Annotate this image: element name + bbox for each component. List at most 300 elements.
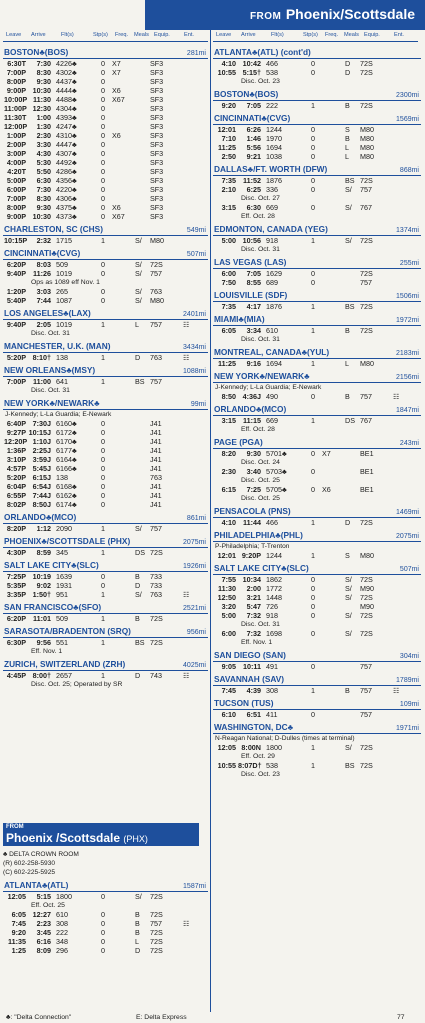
arrive-time: 7:32 (246, 629, 261, 638)
flight-number: 610 (266, 326, 278, 335)
arrive-time: 7:30J (32, 419, 51, 428)
meals: BS (135, 377, 145, 386)
stops: 0 (101, 59, 105, 68)
leave-time: 2:10 (221, 185, 236, 194)
arrive-time: 9:02 (36, 581, 51, 590)
city-name: NEW YORK♣/NEWARK♣ (4, 398, 100, 408)
meals: D (135, 353, 141, 362)
city-miles: 1088mi (183, 368, 206, 375)
equipment: J41 (150, 464, 162, 473)
stops: 0 (101, 287, 105, 296)
meals: S/ (345, 203, 352, 212)
leave-time: 8:20 (221, 449, 236, 458)
city-header (213, 257, 421, 269)
stops: 0 (101, 149, 105, 158)
flight-row (3, 377, 208, 386)
crown-room-title (3, 850, 199, 859)
leave-time: 11:30T (4, 113, 27, 122)
flight-row (3, 86, 208, 95)
stops: 0 (101, 581, 105, 590)
meals: BS (345, 176, 355, 185)
leave-time: 12:05 (7, 892, 26, 901)
stops: 1 (311, 686, 315, 695)
flight-number: 1019 (56, 320, 72, 329)
arrive-time: 11:30 (33, 95, 51, 104)
flight-number: 2657 (56, 671, 72, 680)
flight-number: 1244 (266, 125, 282, 134)
airport-legend: P-Philadelphia; T-Trenton (215, 543, 290, 550)
flight-row (3, 524, 208, 533)
stops: 0 (101, 419, 105, 428)
city-header (3, 659, 208, 671)
leave-time: 12:05 (217, 743, 236, 752)
flight-number: 4447♣ (56, 140, 77, 149)
airport-legend: J-Kennedy; L-La Guardia; E-Newark (215, 384, 322, 391)
stops: 0 (101, 428, 105, 437)
equipment: M80 (150, 236, 164, 245)
meals: S (345, 551, 350, 560)
meals: S (345, 125, 350, 134)
city-name: NEW YORK♣/NEWARK♣ (214, 371, 310, 381)
leave-time: 9:27P (6, 428, 26, 437)
stops: 0 (311, 59, 315, 68)
meals: L (345, 359, 349, 368)
stops: 0 (101, 892, 105, 901)
meals: S/ (345, 629, 352, 638)
equipment: 72S (360, 101, 373, 110)
arrive-time: 9:30 (246, 449, 261, 458)
equipment: 72S (150, 937, 163, 946)
flight-row (3, 590, 208, 599)
arrive-time: 7:25 (246, 485, 261, 494)
stops: 0 (311, 602, 315, 611)
flight-number: 4306♣ (56, 194, 77, 203)
leave-time: 10:15P (4, 236, 28, 245)
flight-row (3, 910, 208, 919)
flight-row (213, 134, 421, 143)
equipment: 767 (360, 203, 372, 212)
stops: 1 (101, 671, 105, 680)
arrive-time: 8:07D† (238, 761, 262, 770)
equipment: SF3 (150, 158, 164, 167)
flight-number: 4492♣ (56, 158, 77, 167)
arrive-time: 7:05 (246, 269, 261, 278)
flight-row (213, 101, 421, 110)
flight-row (3, 185, 208, 194)
leave-time: 7:45 (221, 686, 236, 695)
flight-row (213, 236, 421, 245)
flight-number: 491 (266, 662, 278, 671)
city-name: BOSTON♣(BOS) (4, 47, 69, 57)
stops: 0 (101, 122, 105, 131)
leave-time: 2:00P (6, 140, 26, 149)
schedule-note: Disc. Oct. 25 (241, 495, 280, 502)
col-meals: Meals (134, 32, 149, 38)
flight-number: 466 (266, 59, 278, 68)
meals: BS (345, 761, 355, 770)
frequency: X67 (112, 95, 125, 104)
city-miles: 2401mi (183, 311, 206, 318)
flight-number: 1862 (266, 575, 282, 584)
flight-row (213, 449, 421, 458)
flight-number: 336 (266, 185, 278, 194)
city-header (213, 404, 421, 416)
leave-time: 1:20P (6, 287, 26, 296)
city-miles: 2156mi (396, 374, 419, 381)
stops: 0 (101, 437, 105, 446)
equipment: 763 (150, 287, 162, 296)
flight-number: 411 (266, 710, 278, 719)
flight-number: 4307♣ (56, 149, 77, 158)
origin-prefix: FROM (6, 824, 24, 830)
equipment: SF3 (150, 86, 164, 95)
col-stops: Stp(s) (303, 32, 318, 38)
stops: 0 (311, 485, 315, 494)
leave-time: 9:20 (221, 101, 236, 110)
flight-number: 308 (266, 686, 278, 695)
flight-number: 1038 (266, 152, 282, 161)
meals: L (345, 152, 349, 161)
leave-time: 6:55P (6, 491, 26, 500)
flight-number: 490 (266, 392, 278, 401)
arrive-time: 3:59J (32, 455, 51, 464)
left-column (3, 44, 208, 689)
city-header (3, 398, 208, 410)
flight-number: 1931 (56, 581, 72, 590)
city-name: CINCINNATI♣(CVG) (4, 248, 81, 258)
schedule-note: Disc. Oct. 31 (31, 387, 70, 394)
flight-number: 5705♣ (266, 485, 287, 494)
flight-row (213, 203, 421, 212)
arrive-time: 8:03 (36, 260, 51, 269)
city-miles: 2300mi (396, 92, 419, 99)
city-header (3, 880, 208, 892)
stops: 0 (101, 260, 105, 269)
city-miles: 1847mi (396, 407, 419, 414)
stops: 0 (311, 152, 315, 161)
leave-time: 7:25P (6, 572, 26, 581)
flight-row (3, 59, 208, 68)
arrive-time: 6:16 (36, 937, 51, 946)
entertainment-icon: ☷ (183, 671, 190, 680)
flight-number: 918 (266, 611, 278, 620)
arrive-time: 1:10J (32, 437, 51, 446)
arrive-time: 8:00N (241, 743, 261, 752)
flight-row (213, 743, 421, 752)
column-header-right (213, 30, 418, 42)
arrive-time: 7:32 (246, 611, 261, 620)
stops: 1 (311, 416, 315, 425)
equipment: M80 (150, 296, 164, 305)
flight-number: 509 (56, 614, 68, 623)
flight-number: 138 (56, 353, 68, 362)
arrive-time: 1:50† (32, 590, 51, 599)
meals: L (345, 143, 349, 152)
equipment: SF3 (150, 95, 164, 104)
flight-number: 6177♣ (56, 446, 77, 455)
stops: 0 (101, 203, 105, 212)
flight-row (213, 278, 421, 287)
arrive-time: 10:30 (32, 212, 51, 221)
arrive-time: 7:44 (36, 296, 51, 305)
leave-time: 9:40P (6, 269, 26, 278)
equipment: 72S (150, 548, 163, 557)
flight-number: 5701♣ (266, 449, 287, 458)
flight-number: 6168♣ (56, 482, 77, 491)
entertainment-icon: ☷ (393, 686, 400, 695)
equipment: SF3 (150, 122, 164, 131)
flight-row (213, 176, 421, 185)
equipment: SF3 (150, 185, 164, 194)
city-miles: 1569mi (396, 116, 419, 123)
flight-row (3, 296, 208, 305)
meals: B (135, 614, 140, 623)
equipment: 72S (150, 910, 163, 919)
leave-time: 12:50 (217, 593, 236, 602)
city-name: SALT LAKE CITY♣(SLC) (214, 563, 309, 573)
city-header (3, 626, 208, 638)
equipment: BE1 (360, 485, 374, 494)
flight-row (3, 149, 208, 158)
leave-time: 10:00P (4, 95, 28, 104)
frequency: X7 (112, 68, 121, 77)
flight-number: 1694 (266, 143, 282, 152)
city-header (213, 722, 421, 734)
flight-number: 551 (56, 638, 68, 647)
arrive-time: 2:25J (32, 446, 51, 455)
meals: D (135, 581, 141, 590)
equipment: 733 (150, 581, 162, 590)
meals: B (135, 910, 140, 919)
frequency: X7 (112, 59, 121, 68)
arrive-time: 10:56 (242, 236, 261, 245)
leave-time: 8:50 (221, 392, 236, 401)
leave-time: 11:30 (218, 584, 236, 593)
origin-name: Phoenix /Scottsdale (6, 831, 121, 845)
stops: 0 (311, 143, 315, 152)
equipment: SF3 (150, 194, 164, 203)
equipment: 757 (150, 919, 162, 928)
leave-time: 9:00P (6, 212, 26, 221)
city-header (3, 47, 208, 59)
arrive-time: 6:26 (246, 125, 261, 134)
equipment: 757 (150, 524, 162, 533)
atlanta-section (3, 877, 208, 955)
city-header (3, 512, 208, 524)
city-miles: 3434mi (183, 344, 206, 351)
city-name: SAN DIEGO (SAN) (214, 650, 286, 660)
meals: BS (345, 302, 355, 311)
equipment: J41 (150, 446, 162, 455)
schedule-note: Ops as 1089 eff Nov. 1 (31, 279, 100, 286)
flight-number: 2090 (56, 524, 72, 533)
arrive-time: 10:19 (32, 572, 51, 581)
meals: B (345, 134, 350, 143)
stops: 0 (101, 185, 105, 194)
stops: 0 (311, 278, 315, 287)
city-name: PENSACOLA (PNS) (214, 506, 291, 516)
equipment: 757 (360, 662, 372, 671)
city-miles: 1587mi (183, 883, 206, 890)
equipment: 72S (360, 518, 373, 527)
city-name: PAGE (PGA) (214, 437, 263, 447)
leave-time: 5:20P (6, 353, 26, 362)
col-ent: Ent. (184, 32, 194, 38)
col-stops: Stp(s) (93, 32, 108, 38)
flight-number: 4375♣ (56, 203, 77, 212)
city-miles: 1926mi (183, 563, 206, 570)
frequency: X6 (322, 485, 331, 494)
leave-time: 6:30T (7, 59, 26, 68)
stops: 0 (101, 482, 105, 491)
arrive-time: 8:50J (32, 500, 51, 509)
equipment: SF3 (150, 104, 164, 113)
flight-row (3, 113, 208, 122)
stops: 1 (101, 236, 105, 245)
meals: B (345, 326, 350, 335)
arrive-time: 6:25 (246, 185, 261, 194)
city-header (213, 650, 421, 662)
equipment: 757 (150, 377, 162, 386)
leave-time: 11:25 (218, 143, 236, 152)
city-name: ATLANTA♣(ATL) (4, 880, 69, 890)
flight-row (213, 68, 421, 77)
city-name: CHARLESTON, SC (CHS) (4, 224, 103, 234)
stops: 0 (311, 593, 315, 602)
city-name: ATLANTA♣(ATL) (cont'd) (214, 47, 311, 57)
flight-number: 222 (56, 928, 68, 937)
city-miles: 549mi (186, 227, 206, 234)
leave-time: 4:20T (7, 167, 26, 176)
city-miles: 1972mi (396, 317, 419, 324)
arrive-time: 7:44J (32, 491, 51, 500)
arrive-time: 6:30 (246, 203, 261, 212)
city-name: LOS ANGELES♣(LAX) (4, 308, 91, 318)
city-name: CINCINNATI♣(CVG) (214, 113, 291, 123)
arrive-time: 1:46 (246, 134, 261, 143)
city-miles: 2075mi (396, 533, 419, 540)
arrive-time: 5:15 (36, 892, 51, 901)
arrive-time: 5:15† (242, 68, 261, 77)
header-band (145, 0, 425, 30)
city-name: DALLAS♣/FT. WORTH (DFW) (214, 164, 328, 174)
city-name: PHILADELPHIA♣(PHL) (214, 530, 303, 540)
city-header (213, 290, 421, 302)
flight-row (3, 212, 208, 221)
equipment: 757 (360, 185, 372, 194)
schedule-note: Eff. Oct. 25 (31, 902, 65, 909)
city-header (3, 536, 208, 548)
flight-row (3, 638, 208, 647)
flight-row (3, 928, 208, 937)
arrive-time: 9:20P (241, 551, 261, 560)
col-meals: Meals (344, 32, 359, 38)
arrive-time: 2:05 (36, 320, 51, 329)
stops: 0 (101, 446, 105, 455)
equipment: M80 (360, 134, 374, 143)
arrive-time: 6:54J (32, 482, 51, 491)
flight-number: 4310♣ (56, 131, 77, 140)
flight-row (213, 602, 421, 611)
arrive-time: 11:00 (33, 377, 51, 386)
flight-row (213, 143, 421, 152)
city-miles: 1469mi (396, 509, 419, 516)
city-miles: 304mi (399, 653, 419, 660)
schedule-note: Disc. Oct. 25 (241, 477, 280, 484)
city-miles: 4025mi (183, 662, 206, 669)
equipment: 72S (360, 743, 373, 752)
leave-time: 6:20P (6, 614, 26, 623)
stops: 1 (101, 320, 105, 329)
flight-row (3, 892, 208, 901)
leave-time: 3:15 (221, 203, 236, 212)
city-header (3, 365, 208, 377)
equipment: 767 (360, 416, 372, 425)
city-miles: 507mi (186, 251, 206, 258)
city-header (213, 113, 421, 125)
stops: 0 (101, 473, 105, 482)
leave-time: 1:25 (11, 946, 26, 955)
flight-number: 1970 (266, 134, 282, 143)
leave-time: 6:00 (221, 629, 236, 638)
schedule-note: Disc. Oct. 27 (241, 195, 280, 202)
leave-time: 12:01 (217, 125, 236, 134)
meals: DS (135, 548, 145, 557)
city-miles: 1506mi (396, 293, 419, 300)
frequency: X7 (322, 449, 331, 458)
leave-time: 11:00P (4, 104, 27, 113)
stops: 0 (311, 134, 315, 143)
arrive-time: 1:00 (36, 113, 51, 122)
equipment: 72S (360, 326, 373, 335)
flight-row (213, 761, 421, 770)
stops: 0 (101, 946, 105, 955)
arrive-time: 10:30 (32, 86, 51, 95)
flight-row (213, 185, 421, 194)
equipment: SF3 (150, 68, 164, 77)
flight-number: 6170♣ (56, 437, 77, 446)
equipment: 763 (150, 473, 162, 482)
flight-row (213, 575, 421, 584)
flight-row (3, 491, 208, 500)
stops: 0 (101, 491, 105, 500)
arrive-time: 2:30 (36, 131, 51, 140)
city-name: TUCSON (TUS) (214, 698, 274, 708)
flight-row (3, 572, 208, 581)
equipment: J41 (150, 500, 162, 509)
flight-number: 6160♣ (56, 419, 77, 428)
arrive-time: 6:15J (32, 473, 51, 482)
flight-number: 1876 (266, 302, 282, 311)
stops: 0 (101, 928, 105, 937)
stops: 0 (311, 449, 315, 458)
meals: S/ (345, 584, 352, 593)
col-equip: Equip. (364, 32, 380, 38)
flight-row (3, 671, 208, 680)
flight-number: 6166♣ (56, 464, 77, 473)
city-name: SARASOTA/BRADENTON (SRQ) (4, 626, 131, 636)
arrive-time: 9:16 (246, 359, 261, 368)
city-header (213, 47, 421, 59)
city-header (3, 560, 208, 572)
schedule-note: Eff. Nov. 1 (31, 648, 63, 655)
leave-time: 6:20P (6, 260, 26, 269)
leave-time: 12:20P (4, 437, 28, 446)
arrive-time: 12:30 (32, 104, 51, 113)
equipment: SF3 (150, 131, 164, 140)
frequency: X6 (112, 131, 121, 140)
arrive-time: 5:30 (36, 158, 51, 167)
